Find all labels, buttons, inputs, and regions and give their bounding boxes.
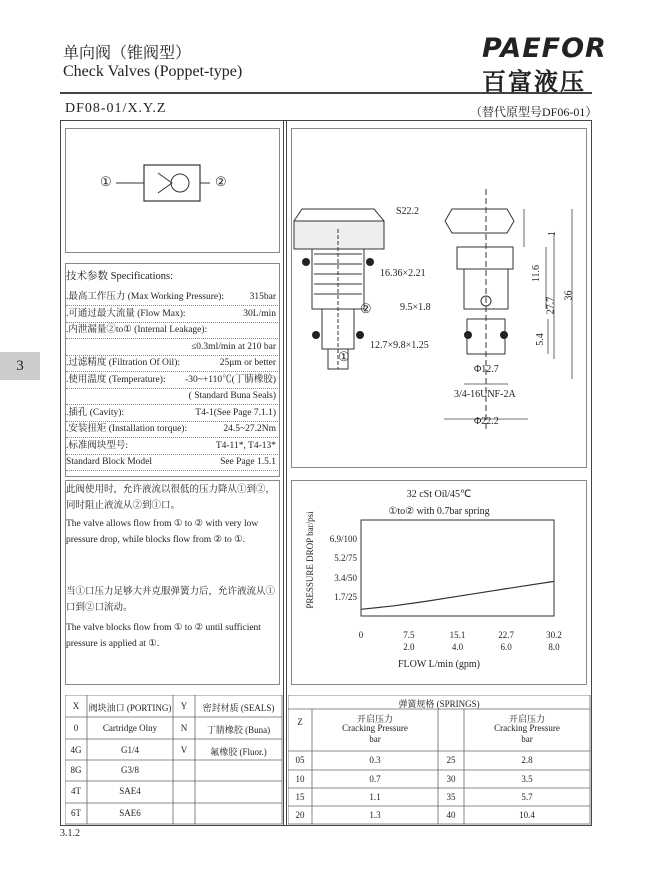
springs-cell: 1.3 (369, 810, 381, 820)
section-port-1: ① (338, 350, 350, 365)
porting-header: Y (180, 701, 188, 711)
dim-d3: 12.7×9.8×1.25 (370, 340, 429, 351)
porting-cell: 4G (70, 745, 82, 755)
model-divider (60, 120, 592, 121)
springs-cell: 30 (446, 774, 456, 784)
spec-label: .内泄漏量②to① (Internal Leakage): (66, 325, 208, 335)
brand-name-cn: 百富液压 (482, 68, 586, 96)
porting-cell: G3/8 (121, 765, 139, 775)
section-port-2: ② (360, 302, 372, 317)
spec-value: 24.5~27.2Nm (223, 424, 276, 434)
porting-cell: 6T (71, 808, 81, 818)
chart-plot-frame (361, 520, 554, 616)
springs-head-en-1: Cracking Pressure (342, 723, 408, 733)
porting-cell: 4T (71, 786, 81, 796)
springs-cell: 15 (295, 792, 305, 802)
desc-p1-en: The valve allows flow from ① to ② with very low pressure drop, while blocks flow from ② to ①. (66, 519, 259, 545)
springs-head-cn-1: 开启压力 (356, 714, 393, 724)
springs-cell: 1.1 (369, 792, 381, 802)
porting-cell: SAE6 (119, 808, 141, 818)
porting-cell: G1/4 (121, 745, 139, 755)
dim-d1: 16.36×2.21 (380, 268, 426, 279)
frame-right (591, 120, 592, 825)
title-en: Check Valves (Poppet-type) (63, 63, 243, 80)
dim-v3: 27.7 (545, 296, 557, 315)
spec-row (66, 307, 278, 321)
spec-row (66, 373, 278, 387)
porting-cell: 8G (70, 765, 82, 775)
brand-logo: PAEFOR (482, 33, 607, 64)
porting-cell: SAE4 (119, 786, 141, 796)
y-tick-label: 5.2/75 (334, 552, 357, 563)
title-cn: 单向阀（锥阀型） (63, 43, 192, 62)
porting-header: X (72, 701, 80, 711)
page-number: 3.1.2 (60, 828, 80, 839)
springs-cell: 20 (295, 810, 305, 820)
springs-head-cn-2: 开启压力 (508, 714, 545, 724)
spec-value: ≤0.3ml/min at 210 bar (191, 341, 276, 352)
spec-row (66, 455, 278, 469)
x-tick-label: 7.5 (403, 630, 415, 640)
springs-title: 弹簧规格 (SPRINGS) (398, 699, 480, 709)
dim-v2: 11.6 (531, 264, 543, 283)
chart-ylabel: PRESSURE DROP bar/psi (305, 511, 315, 609)
frame-bottom (60, 825, 592, 826)
spec-label: .过滤精度 (Filtration Of Oil): (66, 358, 180, 368)
y-tick-label: 3.4/50 (334, 573, 357, 584)
springs-table (288, 695, 591, 825)
dim-phi1: Φ12.7 (474, 364, 499, 375)
spec-row (66, 323, 278, 337)
springs-cell: 5.7 (521, 792, 533, 802)
x-tick-label: 22.7 (498, 630, 514, 640)
spec-row (66, 389, 278, 403)
springs-cell: 10 (295, 774, 305, 784)
spec-label: .最高工作压力 (Max Working Pressure): (66, 292, 224, 302)
x-tick-label-gpm: 2.0 (403, 642, 415, 652)
spec-value: T4-1(See Page 7.1.1) (195, 407, 276, 418)
x-tick-label: 15.1 (449, 630, 466, 640)
spec-label: .插孔 (Cavity): (66, 407, 125, 418)
porting-cell: 丁腈橡胶 (Buna) (206, 725, 271, 735)
desc-p2-cn: 当①口压力足够大并克服弹簧力后，允许液流从①口到②口流动。 (66, 587, 276, 613)
dim-v1: 1 (547, 231, 558, 236)
spec-label: .可通过最大流量 (Flow Max): (66, 308, 186, 319)
spec-row (66, 406, 278, 420)
spec-row (66, 439, 278, 453)
springs-cell: 10.4 (519, 810, 535, 820)
springs-cell: 25 (446, 755, 456, 765)
spec-value: See Page 1.5.1 (220, 457, 276, 467)
x-tick-label: 30.2 (546, 630, 562, 640)
springs-cell: 40 (446, 810, 456, 820)
porting-cell: V (180, 745, 188, 755)
spec-value: 30L/min (243, 308, 276, 319)
spec-value: 315bar (249, 292, 276, 302)
dim-d2: 9.5×1.8 (400, 302, 431, 313)
porting-cell: Cartridge Olny (102, 723, 158, 733)
porting-grid (65, 695, 283, 825)
x-tick-label-gpm: 6.0 (500, 642, 512, 652)
porting-cell: N (180, 723, 188, 733)
porting-cell: 0 (73, 723, 79, 733)
chart-subtitle: ①to② with 0.7bar spring (388, 506, 490, 517)
spec-row (66, 422, 278, 436)
dim-thread: 3/4-16UNF-2A (454, 389, 516, 400)
springs-cell: 05 (295, 755, 305, 765)
y-tick-label: 1.7/25 (334, 592, 357, 603)
replace-note: （替代原型号DF06-01） (470, 105, 598, 119)
dim-v4: 36 (563, 290, 575, 301)
model-code: DF08-01/X.Y.Z (65, 101, 167, 116)
symbol-panel (65, 128, 280, 253)
spec-value: ( Standard Buna Seals) (188, 391, 276, 401)
spec-label: .安装扭矩 (Installation torque): (66, 424, 188, 434)
symbol-port-2: ② (215, 175, 227, 190)
center-divider (286, 120, 287, 825)
check-valve-symbol (66, 129, 281, 254)
specs-heading: 技术参数 Specifications: (66, 271, 174, 282)
springs-cell: 2.8 (521, 755, 533, 765)
header-divider (60, 92, 592, 94)
x-tick-label: 0 (358, 630, 364, 640)
spec-label: .标准阀块型号: (66, 440, 129, 451)
drawing-panel (291, 128, 587, 468)
springs-head-unit-2: bar (521, 734, 533, 744)
spec-row (66, 290, 278, 304)
spec-value: 25μm or better (219, 358, 276, 368)
spec-label: .使用温度 (Temperature): (66, 374, 166, 385)
springs-head-unit-1: bar (369, 734, 381, 744)
dim-v5: 5.4 (534, 333, 546, 346)
valve-section-drawing (292, 129, 588, 469)
desc-p1-cn: 此阀使用时，允许液流以很低的压力降从①到②，同时阻止液流从②到①口。 (66, 485, 276, 511)
porting-cell: 氟橡胶 (Fluor.) (210, 747, 267, 757)
spec-row (66, 356, 278, 370)
chart-xlabel: FLOW L/min (gpm) (397, 659, 481, 670)
spec-separator (66, 470, 278, 471)
porting-table (65, 695, 283, 825)
springs-head-en-2: Cracking Pressure (494, 723, 560, 733)
frame-left (60, 120, 61, 825)
y-tick-label: 6.9/100 (329, 533, 357, 544)
dim-phi2: Φ22.2 (474, 416, 499, 427)
section-tab: 3 (0, 352, 40, 380)
spec-value: T4-11*, T4-13* (215, 440, 276, 451)
x-tick-label-gpm: 4.0 (451, 642, 464, 652)
pressure-drop-chart (291, 480, 587, 685)
desc-p2-en: The valve blocks flow from ① to ② until sufficient pressure is applied at ①. (66, 623, 261, 649)
center-divider-2 (283, 120, 284, 825)
pressure-drop-line (361, 581, 554, 609)
symbol-port-1: ① (100, 175, 112, 190)
x-tick-label-gpm: 8.0 (548, 642, 560, 652)
springs-cell: 35 (446, 792, 456, 802)
spec-value: -30~+110℃(丁腈橡胶) (185, 374, 276, 385)
porting-header: 密封材质 (SEALS) (202, 703, 275, 713)
springs-cell: 3.5 (521, 774, 533, 784)
chart-title: 32 cSt Oil/45℃ (406, 489, 472, 500)
dim-hex: S22.2 (396, 206, 420, 217)
porting-header: 阀块油口 (PORTING) (88, 703, 172, 713)
springs-cell: 0.7 (369, 774, 381, 784)
springs-z-header: Z (297, 717, 303, 727)
spec-row (66, 340, 278, 354)
spec-label: Standard Block Model (66, 457, 153, 467)
springs-cell: 0.3 (369, 755, 381, 765)
